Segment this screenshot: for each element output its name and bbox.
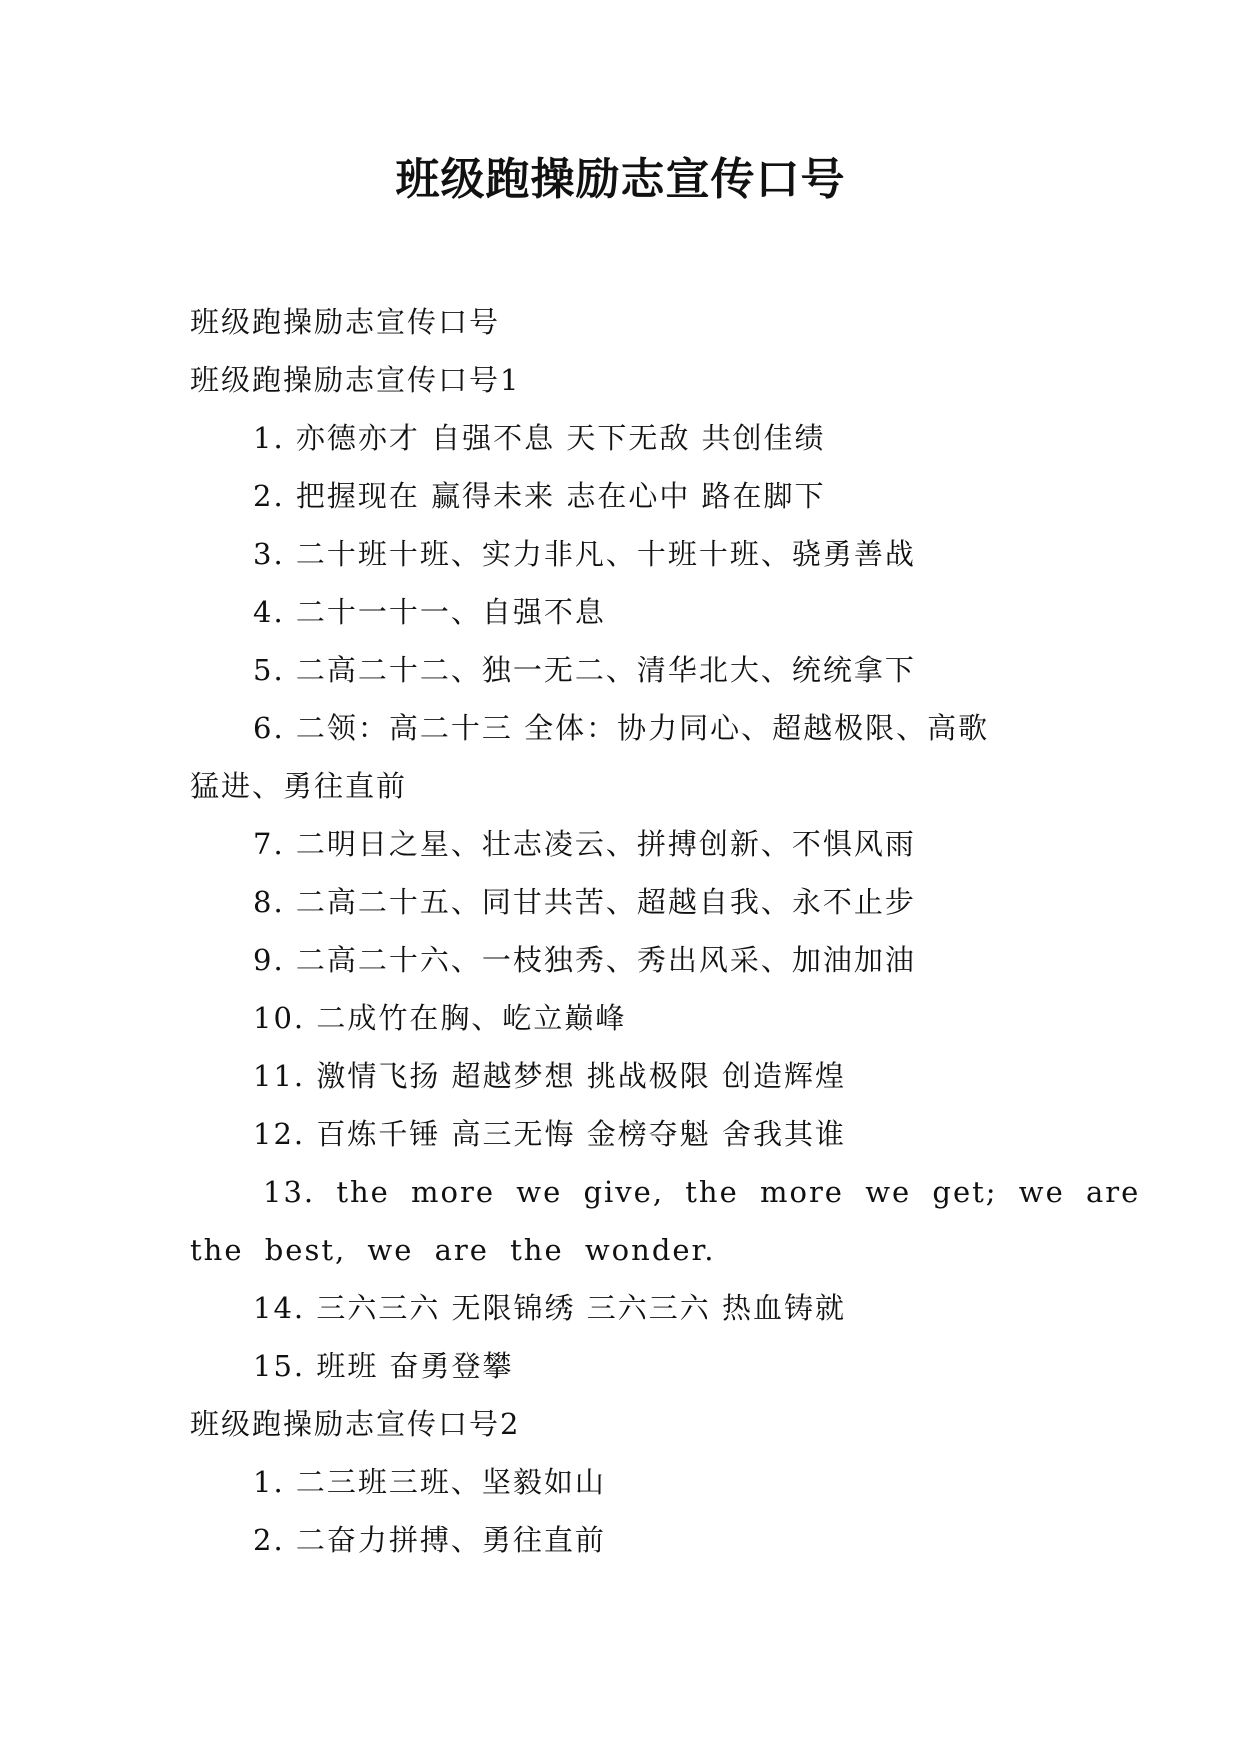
slogan-item: 9. 二高二十六、一枝独秀、秀出风采、加油加油 — [253, 943, 916, 977]
intro-heading: 班级跑操励志宣传口号 — [190, 305, 501, 339]
document-body — [190, 293, 1141, 1569]
slogan-item: 8. 二高二十五、同甘共苦、超越自我、永不止步 — [253, 885, 916, 919]
slogan-item: 12. 百炼千锤 高三无悔 金榜夺魁 舍我其谁 — [253, 1117, 846, 1151]
slogan-item: 7. 二明日之星、壮志凌云、拼搏创新、不惧风雨 — [253, 827, 916, 861]
slogan-item: 11. 激情飞扬 超越梦想 挑战极限 创造辉煌 — [253, 1059, 846, 1093]
slogan-item: 2. 二奋力拼搏、勇往直前 — [253, 1523, 606, 1557]
slogan-item: 4. 二十一十一、自强不息 — [253, 595, 606, 629]
slogan-item-13-line2: the best, we are the wonder. — [190, 1233, 716, 1267]
slogan-item: 1. 二三班三班、坚毅如山 — [253, 1465, 606, 1499]
slogan-item: 10. 二成竹在胸、屹立巅峰 — [253, 1001, 627, 1035]
slogan-item-6-line2: 猛进、勇往直前 — [190, 769, 408, 803]
slogan-item: 2. 把握现在 赢得未来 志在心中 路在脚下 — [253, 479, 826, 513]
slogan-item: 15. 班班 奋勇登攀 — [253, 1349, 514, 1383]
section1-heading: 班级跑操励志宣传口号1 — [190, 363, 521, 397]
slogan-item: 1. 亦德亦才 自强不息 天下无敌 共创佳绩 — [253, 421, 826, 455]
slogan-item: 14. 三六三六 无限锦绣 三六三六 热血铸就 — [253, 1291, 846, 1325]
slogan-item-13-line1: 13. the more we give, the more we get; we are — [263, 1175, 1141, 1209]
slogan-item: 3. 二十班十班、实力非凡、十班十班、骁勇善战 — [253, 537, 916, 571]
section2-heading: 班级跑操励志宣传口号2 — [190, 1407, 521, 1441]
slogan-item-6-line1: 6. 二领：高二十三 全体：协力同心、超越极限、高歌 — [253, 711, 990, 745]
slogan-item: 5. 二高二十二、独一无二、清华北大、统统拿下 — [253, 653, 916, 687]
document-title: 班级跑操励志宣传口号 — [395, 154, 846, 205]
